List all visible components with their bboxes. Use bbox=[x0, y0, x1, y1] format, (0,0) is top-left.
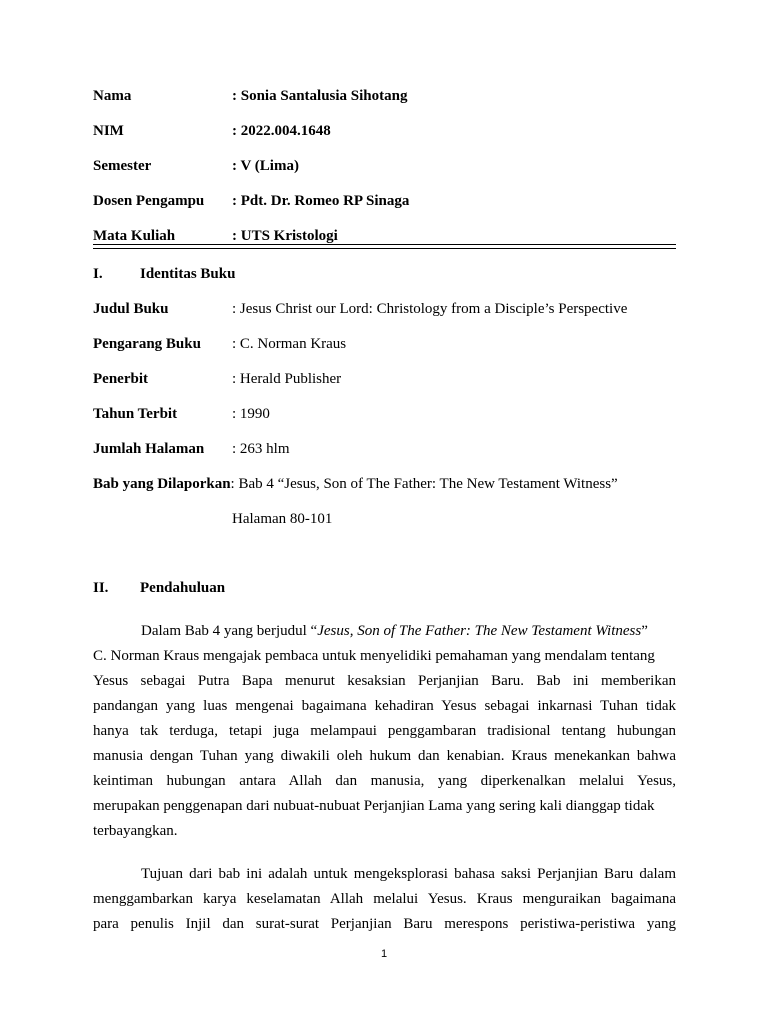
field-label: Mata Kuliah bbox=[93, 228, 176, 244]
field-label: NIM bbox=[93, 123, 124, 139]
field-label: Tahun Terbit bbox=[93, 406, 178, 422]
paragraph-line: menggambarkan karya keselamatan Allah melalui Yesus. Kraus menguraikan bagaimana bbox=[93, 891, 676, 907]
field-value: : Bab 4 “Jesus, Son of The Father: The New Testament Witness” bbox=[230, 476, 618, 492]
field-value: : UTS Kristologi bbox=[232, 228, 338, 244]
field-label: Bab yang Dilaporkan bbox=[93, 476, 231, 492]
field-label: Judul Buku bbox=[93, 301, 169, 317]
paragraph-line: merupakan penggenapan dari nubuat-nubuat Perjanjian Lama yang sering kali dianggap tidak bbox=[93, 798, 655, 814]
field-value: : 263 hlm bbox=[232, 441, 290, 457]
field-value: : Sonia Santalusia Sihotang bbox=[232, 88, 408, 104]
paragraph-line: pandangan yang luas mengenai bagaimana kehadiran Yesus sebagai inkarnasi Tuhan tidak bbox=[93, 698, 676, 714]
paragraph-line: C. Norman Kraus mengajak pembaca untuk menyelidiki pemahaman yang mendalam tentang bbox=[93, 648, 655, 664]
field-bab-dilaporkan bbox=[93, 474, 676, 494]
field-value: : Pdt. Dr. Romeo RP Sinaga bbox=[232, 193, 410, 209]
paragraph-line: terbayangkan. bbox=[93, 823, 178, 839]
field-label: Nama bbox=[93, 88, 132, 104]
paragraph-line: para penulis Injil dan surat-surat Perjanjian Baru merespons peristiwa-peristiwa yang bbox=[93, 916, 676, 932]
field-value: : Herald Publisher bbox=[232, 371, 342, 387]
header-divider bbox=[93, 244, 676, 245]
paragraph-line: keintiman hubungan antara Allah dan manusia, yang diperkenalkan melalui Yesus, bbox=[93, 773, 676, 789]
page-number: 1 bbox=[380, 948, 388, 960]
paragraph-line: hanya tak terduga, tetapi juga melampaui penggambaran tradisional tentang hubungan bbox=[93, 723, 676, 739]
field-value: : 1990 bbox=[232, 406, 270, 422]
field-label: Semester bbox=[93, 158, 152, 174]
header-divider bbox=[93, 248, 676, 249]
field-label: Dosen Pengampu bbox=[93, 193, 205, 209]
paragraph-line: Yesus sebagai Putra Bapa menurut kesaksian Perjanjian Baru. Bab ini memberikan bbox=[93, 673, 676, 689]
paragraph bbox=[93, 862, 676, 937]
section-title: Pendahuluan bbox=[140, 580, 226, 596]
field-value: : V (Lima) bbox=[232, 158, 299, 174]
field-value: : Jesus Christ our Lord: Christology from a Disciple’s Perspective bbox=[232, 301, 628, 317]
section-number: II. bbox=[93, 580, 109, 596]
paragraph-line: Dalam Bab 4 yang berjudul “Jesus, Son of The Father: The New Testament Witness” bbox=[141, 623, 648, 639]
field-value: Halaman 80-101 bbox=[232, 511, 333, 527]
paragraph-line: manusia dengan Tuhan yang diwakili oleh hukum dan kenabian. Kraus menekankan bahwa bbox=[93, 748, 676, 764]
field-value: : 2022.004.1648 bbox=[232, 123, 331, 139]
paragraph-line: Tujuan dari bab ini adalah untuk mengeksplorasi bahasa saksi Perjanjian Baru dalam bbox=[141, 866, 676, 882]
field-label: Jumlah Halaman bbox=[93, 441, 205, 457]
field-label: Penerbit bbox=[93, 371, 148, 387]
field-label: Pengarang Buku bbox=[93, 336, 201, 352]
section-title: Identitas Buku bbox=[140, 266, 236, 282]
field-value: : C. Norman Kraus bbox=[232, 336, 347, 352]
section-number: I. bbox=[93, 266, 103, 282]
paragraph bbox=[93, 619, 676, 844]
